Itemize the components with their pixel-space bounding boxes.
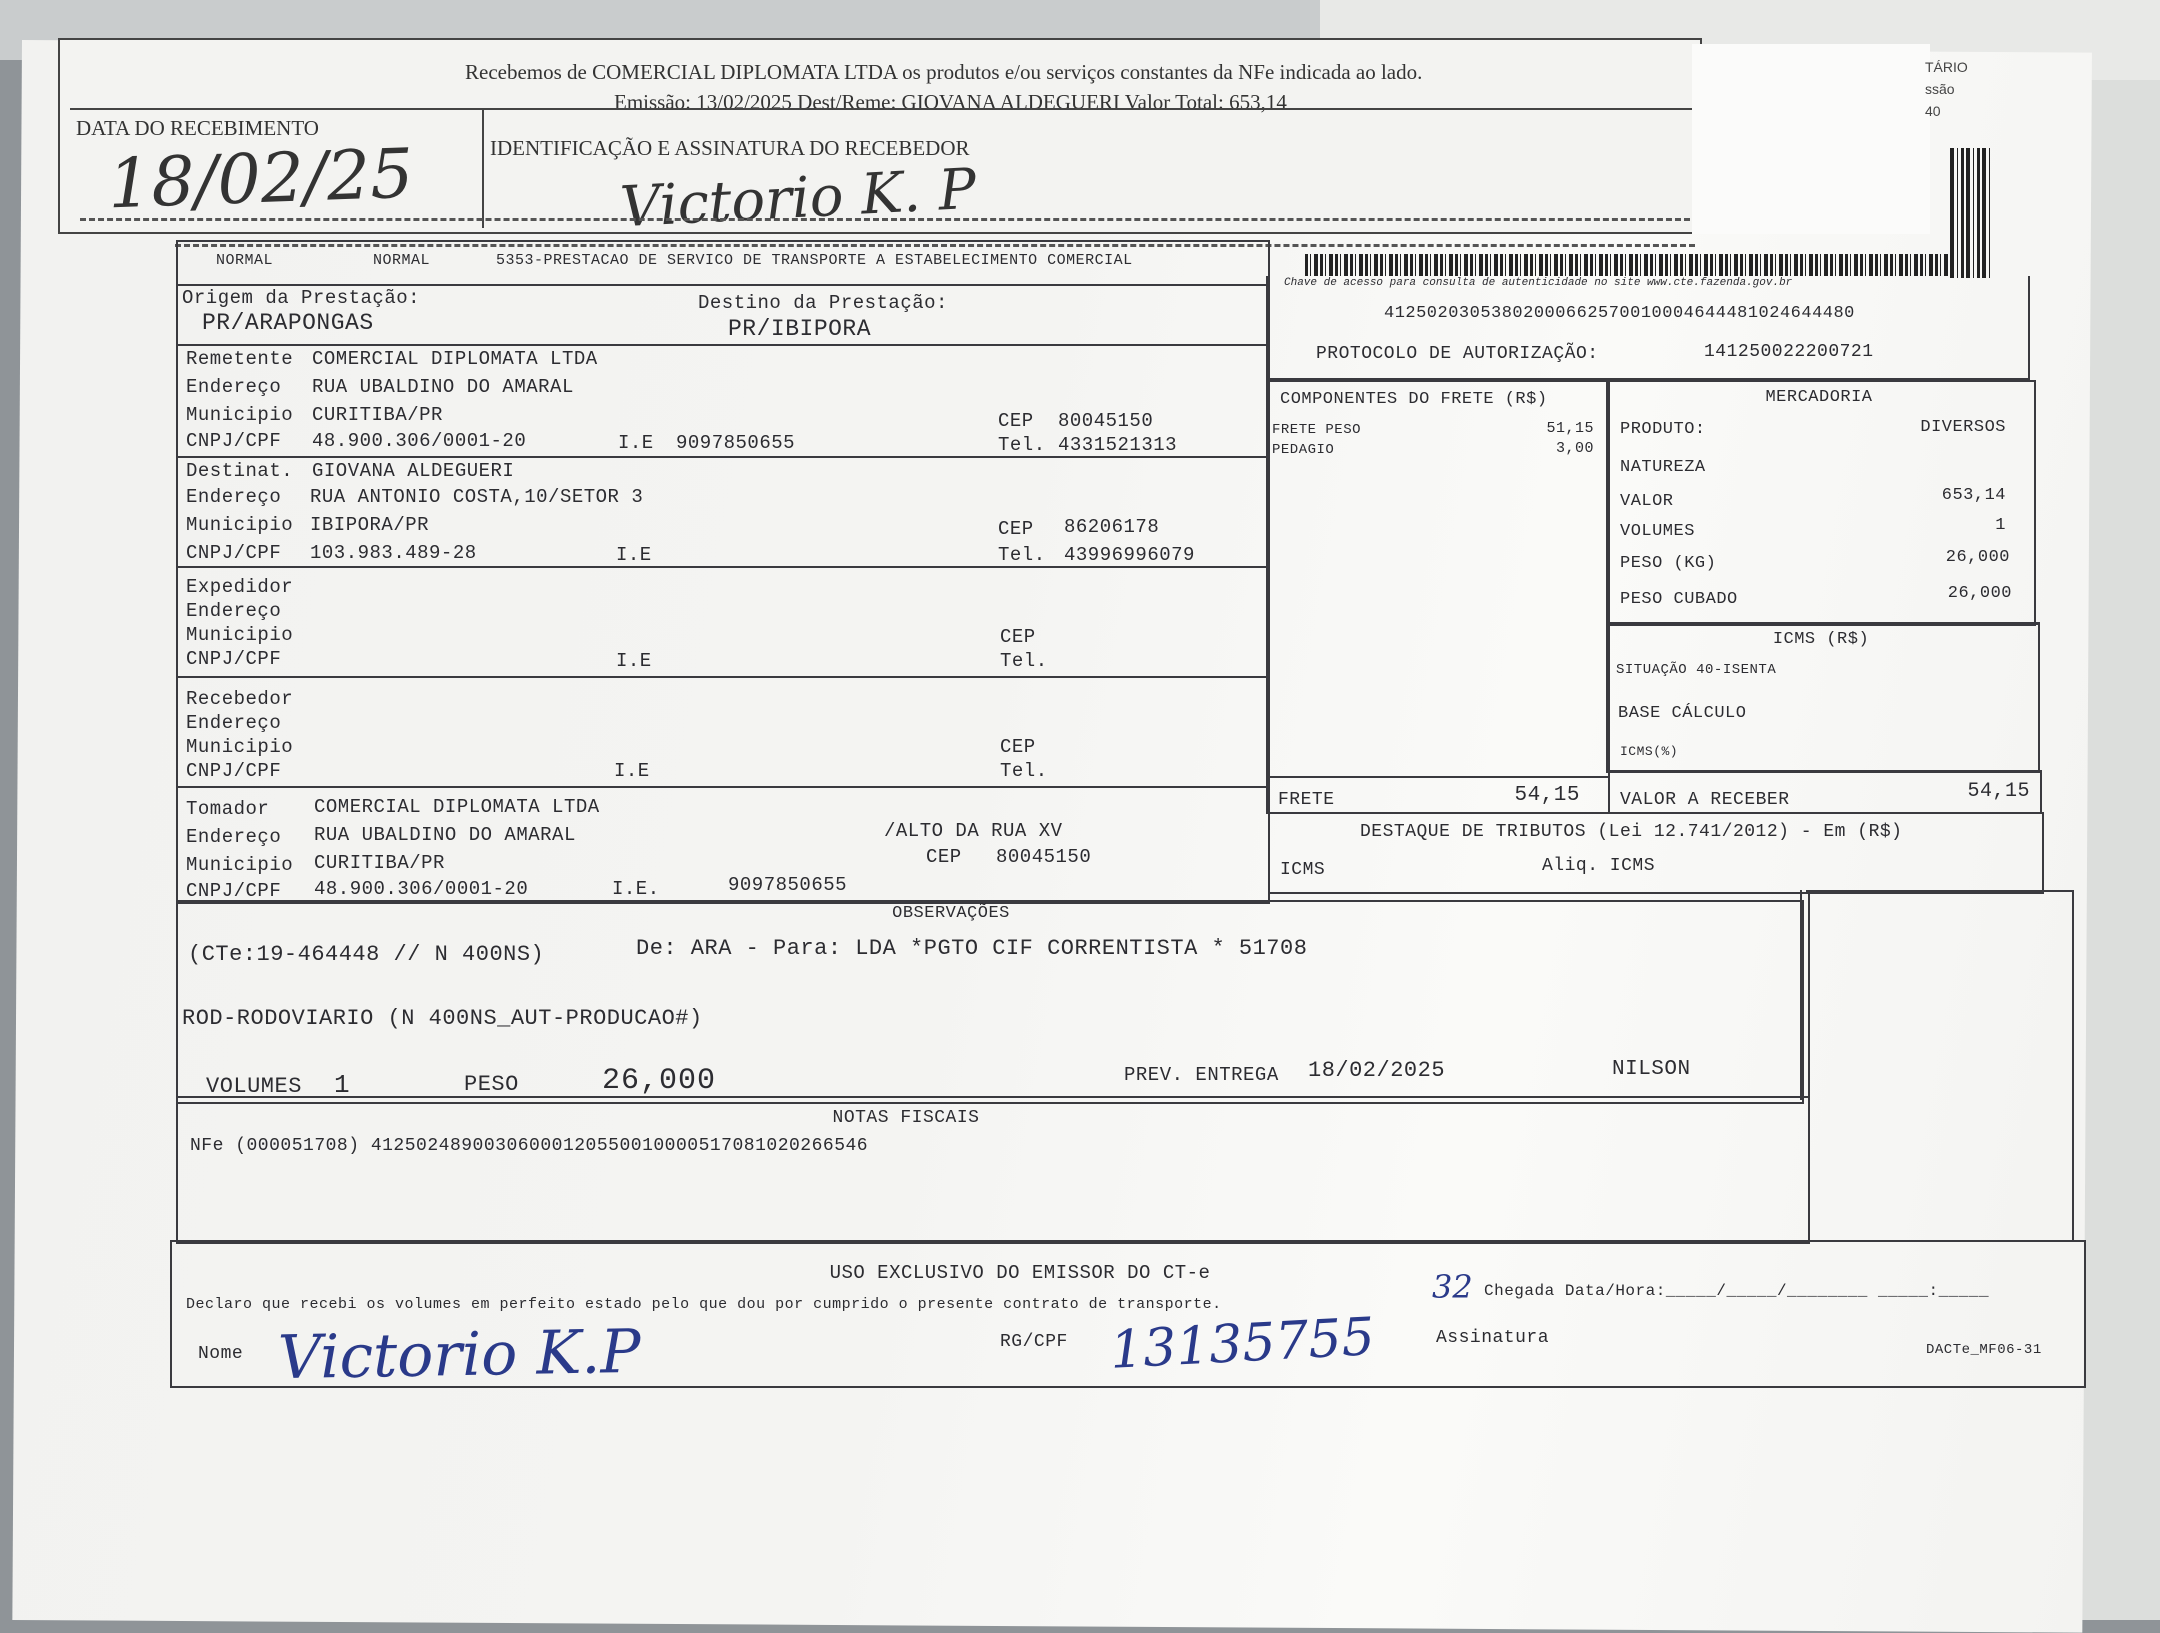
divider — [176, 676, 1268, 678]
volumes-value: 1 — [1995, 516, 2006, 535]
componentes-title: COMPONENTES DO FRETE (R$) — [1280, 390, 1548, 409]
stub-date-label: DATA DO RECEBIMENTO — [76, 116, 319, 140]
handwritten-nome: Victorio K.P — [277, 1316, 642, 1394]
handwritten-date: 18/02/25 — [106, 134, 415, 225]
expedidor-tel-label: Tel. — [1000, 650, 1048, 672]
recebedor-ie-label: I.E — [614, 760, 650, 782]
tomador-cep: 80045150 — [996, 846, 1092, 868]
obs-motorista: NILSON — [1612, 1058, 1691, 1081]
recebedor-cep-label: CEP — [1000, 736, 1036, 758]
tomador-complemento: /ALTO DA RUA XV — [884, 820, 1063, 842]
tomador-end-label: Endereço — [186, 826, 282, 848]
right-tab-line-1: TÁRIO — [1925, 59, 1968, 75]
right-tab-line-2: ssão — [1925, 81, 1955, 97]
header-type-2: NORMAL — [373, 252, 431, 269]
access-key-value: 41250203053802000662570010004644481024644480 — [1384, 304, 1855, 323]
expedidor-end-label: Endereço — [186, 600, 282, 622]
uso-declaro: Declaro que recebi os volumes em perfeito estado pelo que dou por cumprido o presente contrato de transporte. — [186, 1296, 1222, 1313]
notas-title: NOTAS FISCAIS — [832, 1108, 980, 1128]
componente-value-2: 3,00 — [1555, 440, 1594, 457]
destinatario-mun-label: Municipio — [186, 514, 294, 536]
remetente-nome: COMERCIAL DIPLOMATA LTDA — [312, 348, 598, 370]
mercadoria-title: MERCADORIA — [1765, 388, 1873, 407]
recebedor-label: Recebedor — [186, 688, 294, 710]
destinatario-nome: GIOVANA ALDEGUERI — [312, 460, 515, 482]
destinatario-municipio: IBIPORA/PR — [310, 514, 430, 536]
tomador-cnpj: 48.900.306/0001-20 — [314, 878, 529, 900]
stub-line-1: Recebemos de COMERCIAL DIPLOMATA LTDA os produtos e/ou serviços constantes da NFe indicada ao lado. — [465, 60, 1423, 84]
obs-volumes-value: 1 — [334, 1070, 351, 1100]
remetente-cep: 80045150 — [1058, 410, 1154, 432]
produto-value: DIVERSOS — [1920, 418, 2006, 437]
paper-edge — [2080, 80, 2160, 1620]
handwritten-rg: 13135755 — [1108, 1307, 1377, 1381]
origem-value: PR/ARAPONGAS — [202, 310, 374, 336]
destinatario-ie-label: I.E — [616, 544, 652, 566]
destinatario-cep: 86206178 — [1064, 516, 1160, 538]
icms-situacao: SITUAÇÃO 40-ISENTA — [1616, 662, 1777, 678]
icms-aliq-label: ICMS(%) — [1620, 744, 1679, 759]
remetente-mun-label: Municipio — [186, 404, 294, 426]
remetente-cep-label: CEP — [998, 410, 1034, 432]
destinatario-cnpj-label: CNPJ/CPF — [186, 542, 282, 564]
volumes-label: VOLUMES — [1620, 522, 1695, 541]
valor-label: VALOR — [1620, 492, 1674, 511]
obs-volumes-label: VOLUMES — [206, 1074, 302, 1099]
access-key-barcode — [1305, 254, 1950, 276]
divider — [176, 566, 1268, 568]
divider — [176, 456, 1268, 458]
obs-prev-value: 18/02/2025 — [1308, 1058, 1446, 1083]
expedidor-ie-label: I.E — [616, 650, 652, 672]
tributos-icms-label: ICMS — [1280, 860, 1326, 880]
recebedor-cnpj-label: CNPJ/CPF — [186, 760, 282, 782]
expedidor-label: Expedidor — [186, 576, 294, 598]
tributos-title: DESTAQUE DE TRIBUTOS (Lei 12.741/2012) - Em (R$) — [1360, 822, 1903, 842]
valor-receber-label: VALOR A RECEBER — [1620, 790, 1790, 810]
access-key-box — [1266, 276, 2030, 380]
uso-nome-label: Nome — [198, 1344, 244, 1364]
notas-line: NFe (000051708) 41250248900306000120550010000517081020266546 — [190, 1136, 869, 1156]
tomador-ie-label: I.E. — [612, 878, 660, 900]
expedidor-cep-label: CEP — [1000, 626, 1036, 648]
destinatario-label: Destinat. — [186, 460, 294, 482]
protocolo-label: PROTOCOLO DE AUTORIZAÇÃO: — [1316, 344, 1599, 364]
handwritten-rg-digits: 32 — [1432, 1268, 1473, 1306]
destinatario-tel-label: Tel. — [998, 544, 1046, 566]
protocolo-value: 141250022200721 — [1704, 342, 1874, 362]
componente-label-2: PEDAGIO — [1272, 442, 1335, 458]
tomador-nome: COMERCIAL DIPLOMATA LTDA — [314, 796, 600, 818]
uso-form-code: DACTe_MF06-31 — [1926, 1342, 2042, 1358]
stub-line-2: Emissão: 13/02/2025 Dest/Reme: GIOVANA ALDEGUERI Valor Total: 653,14 — [614, 90, 1287, 114]
obs-peso-value: 26,000 — [602, 1064, 717, 1098]
recebedor-mun-label: Municipio — [186, 736, 294, 758]
remetente-end-label: Endereço — [186, 376, 282, 398]
side-barcode — [1950, 148, 1990, 278]
access-key-label: Chave de acesso para consulta de autenticidade no site www.cte.fazenda.gov.br — [1284, 277, 1793, 289]
uso-chegada: Chegada Data/Hora:_____/_____/________ _____:_____ — [1484, 1282, 1990, 1300]
remetente-endereco: RUA UBALDINO DO AMARAL — [312, 376, 574, 398]
componente-value-1: 51,15 — [1546, 420, 1594, 437]
header-type-1: NORMAL — [216, 252, 274, 269]
divider — [1800, 890, 1802, 1100]
recebedor-end-label: Endereço — [186, 712, 282, 734]
observacoes-line-2: ROD-RODOVIARIO (N 400NS_AUT-PRODUCAO#) — [182, 1006, 703, 1031]
observacoes-box — [176, 900, 1804, 1104]
remetente-ie: 9097850655 — [676, 432, 796, 454]
expedidor-cnpj-label: CNPJ/CPF — [186, 648, 282, 670]
produto-label: PRODUTO: — [1620, 420, 1706, 439]
tomador-mun-label: Municipio — [186, 854, 294, 876]
tomador-label: Tomador — [186, 798, 270, 820]
peso-label: PESO (KG) — [1620, 554, 1717, 573]
componente-label-1: FRETE PESO — [1272, 422, 1362, 438]
destinatario-cnpj: 103.983.489-28 — [310, 542, 477, 564]
remetente-cnpj-label: CNPJ/CPF — [186, 430, 282, 452]
natureza-label: NATUREZA — [1620, 458, 1706, 477]
frete-label: FRETE — [1278, 790, 1335, 810]
observacoes-line-1a: (CTe:19-464448 // N 400NS) — [188, 942, 545, 967]
divider — [176, 284, 1268, 286]
destinatario-end-label: Endereço — [186, 486, 282, 508]
valor-receber-value: 54,15 — [1967, 780, 2030, 803]
cut-line-top — [80, 218, 1690, 221]
remetente-tel: 4331521313 — [1058, 434, 1178, 456]
obs-prev-label: PREV. ENTREGA — [1124, 1064, 1279, 1086]
tomador-municipio: CURITIBA/PR — [314, 852, 445, 874]
peso-cubado-label: PESO CUBADO — [1620, 590, 1738, 609]
destino-label: Destino da Prestação: — [698, 292, 948, 314]
obs-peso-label: PESO — [464, 1072, 519, 1097]
right-tab-text — [1925, 56, 2005, 156]
right-tab-line-3: 40 — [1925, 103, 1941, 119]
tributos-aliq-label: Aliq. ICMS — [1542, 856, 1656, 876]
remetente-ie-label: I.E — [618, 432, 654, 454]
side-blank-box — [1806, 890, 2074, 1242]
overlapping-white-card — [1692, 44, 1930, 234]
uso-title: USO EXCLUSIVO DO EMISSOR DO CT-e — [829, 1262, 1211, 1284]
uso-assinatura-label: Assinatura — [1436, 1328, 1550, 1348]
remetente-cnpj: 48.900.306/0001-20 — [312, 430, 527, 452]
divider — [176, 344, 1268, 346]
tomador-cep-label: CEP — [926, 846, 962, 868]
divider — [176, 786, 1268, 788]
observacoes-line-1b: De: ARA - Para: LDA *PGTO CIF CORRENTISTA * 51708 — [636, 936, 1308, 961]
handwritten-stub-signature: Victorio K. P — [618, 156, 978, 241]
origem-label: Origem da Prestação: — [182, 287, 421, 309]
header-cfop: 5353-PRESTACAO DE SERVICO DE TRANSPORTE A ESTABELECIMENTO COMERCIAL — [496, 252, 1133, 269]
tomador-ie: 9097850655 — [728, 874, 848, 896]
observacoes-title: OBSERVAÇÕES — [892, 904, 1010, 923]
remetente-municipio: CURITIBA/PR — [312, 404, 443, 426]
remetente-tel-label: Tel. — [998, 434, 1046, 456]
divider — [1266, 776, 1608, 778]
icms-base-label: BASE CÁLCULO — [1618, 704, 1747, 723]
recebedor-tel-label: Tel. — [1000, 760, 1048, 782]
stub-id-label: IDENTIFICAÇÃO E ASSINATURA DO RECEBEDOR — [490, 136, 970, 160]
tomador-cnpj-label: CNPJ/CPF — [186, 880, 282, 902]
remetente-label: Remetente — [186, 348, 294, 370]
valor-value: 653,14 — [1941, 486, 2006, 505]
destinatario-tel: 43996996079 — [1064, 544, 1195, 566]
destinatario-endereco: RUA ANTONIO COSTA,10/SETOR 3 — [310, 486, 644, 508]
peso-value: 26,000 — [1945, 548, 2010, 567]
peso-cubado-value: 26,000 — [1947, 584, 2012, 603]
destinatario-cep-label: CEP — [998, 518, 1034, 540]
uso-rg-label: RG/CPF — [1000, 1332, 1068, 1352]
tomador-endereco: RUA UBALDINO DO AMARAL — [314, 824, 576, 846]
expedidor-mun-label: Municipio — [186, 624, 294, 646]
icms-title: ICMS (R$) — [1772, 630, 1870, 649]
frete-value: 54,15 — [1514, 784, 1580, 807]
destino-value: PR/IBIPORA — [728, 316, 872, 342]
